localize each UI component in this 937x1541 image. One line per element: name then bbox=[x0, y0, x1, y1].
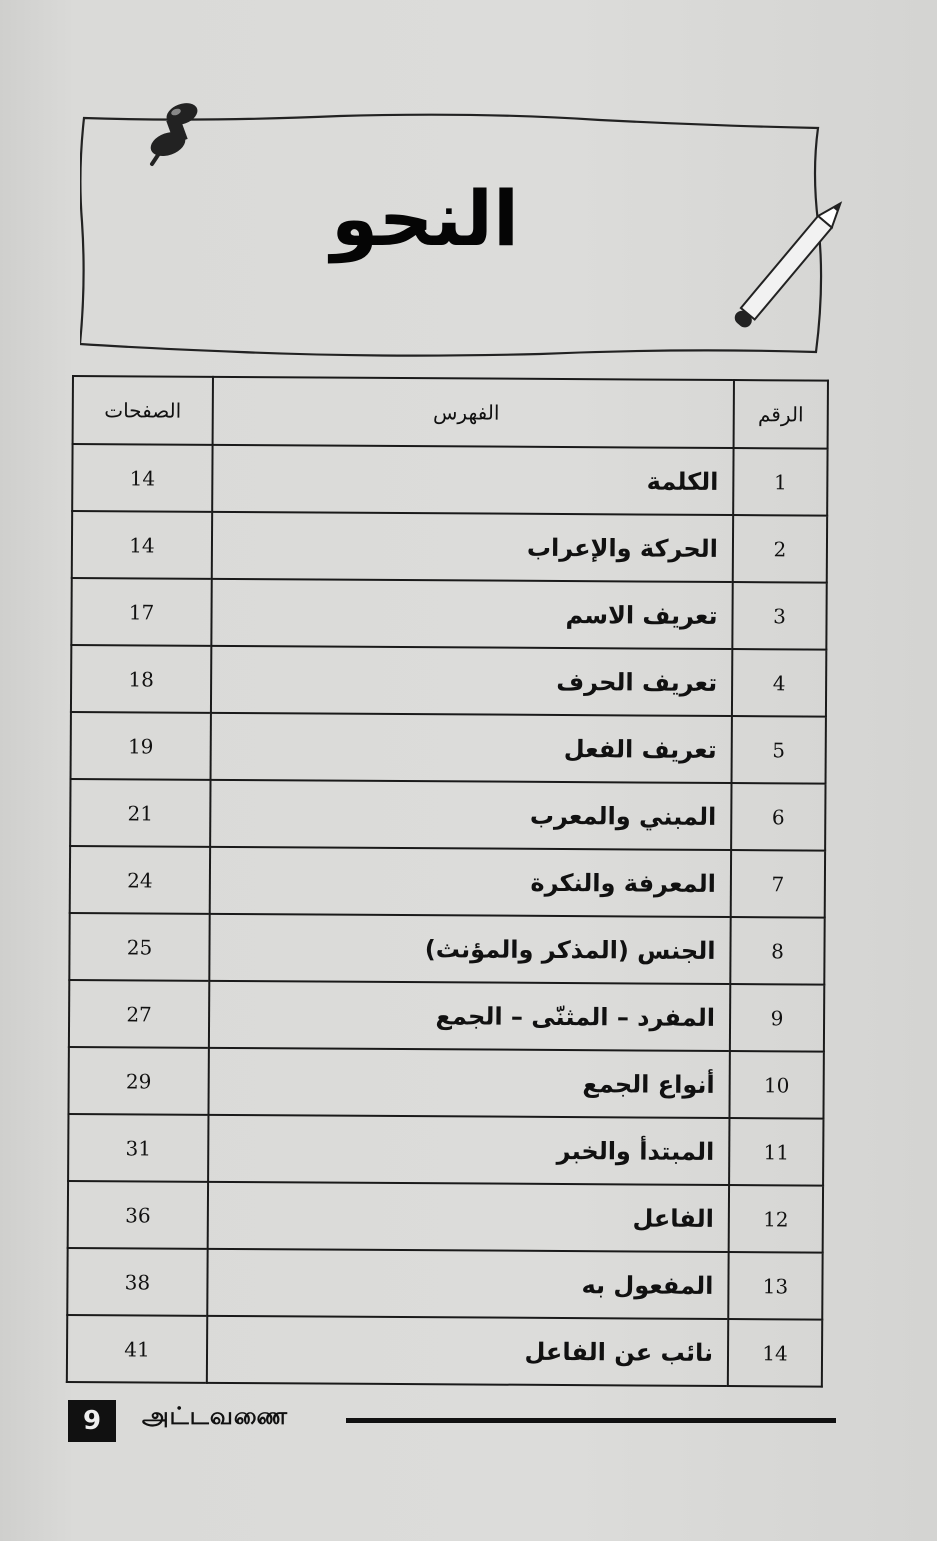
row-number: 7 bbox=[731, 850, 825, 918]
table-row bbox=[67, 1248, 822, 1320]
table-row bbox=[68, 1047, 823, 1119]
table-row bbox=[69, 913, 824, 985]
pushpin-icon bbox=[146, 100, 206, 170]
page-number: 9 bbox=[68, 1400, 116, 1442]
table-row bbox=[71, 645, 826, 717]
header-number: الرقم bbox=[734, 380, 828, 449]
table-row bbox=[69, 980, 824, 1052]
title-banner bbox=[80, 112, 820, 357]
row-title: المبني والمعرب bbox=[210, 780, 731, 850]
row-number: 8 bbox=[730, 917, 824, 985]
row-number: 12 bbox=[729, 1185, 823, 1253]
row-title: تعريف الفعل bbox=[211, 713, 732, 783]
row-title: الحركة والإعراب bbox=[212, 512, 733, 582]
row-number: 10 bbox=[729, 1051, 823, 1119]
row-title: تعريف الاسم bbox=[211, 579, 732, 649]
contents-table bbox=[66, 375, 829, 1388]
table-row bbox=[70, 779, 825, 851]
row-number: 3 bbox=[732, 582, 826, 650]
row-number: 13 bbox=[728, 1252, 822, 1320]
header-contents: الفهرس bbox=[213, 377, 734, 448]
table-row bbox=[72, 511, 827, 583]
page-title: النحو bbox=[330, 174, 520, 263]
row-title: نائب عن الفاعل bbox=[207, 1316, 728, 1386]
footer-label: அட்டவணை bbox=[142, 1402, 289, 1430]
row-number: 6 bbox=[731, 783, 825, 851]
row-page: 25 bbox=[69, 913, 209, 981]
row-title: المفرد – المثنّى – الجمع bbox=[209, 981, 730, 1051]
row-number: 11 bbox=[729, 1118, 823, 1186]
row-title: المعرفة والنكرة bbox=[210, 847, 731, 917]
row-page: 14 bbox=[72, 511, 212, 579]
row-number: 14 bbox=[728, 1319, 822, 1387]
table-row bbox=[71, 578, 826, 650]
row-page: 41 bbox=[67, 1315, 207, 1383]
row-page: 18 bbox=[71, 645, 211, 713]
table-row bbox=[68, 1181, 823, 1253]
row-page: 24 bbox=[70, 846, 210, 914]
row-title: الجنس (المذكر والمؤنث) bbox=[209, 914, 730, 984]
row-number: 5 bbox=[732, 716, 826, 784]
row-page: 29 bbox=[68, 1047, 208, 1115]
row-title: المبتدأ والخبر bbox=[208, 1115, 729, 1185]
row-page: 21 bbox=[70, 779, 210, 847]
row-title: أنواع الجمع bbox=[208, 1048, 729, 1118]
table-row bbox=[67, 1315, 822, 1387]
row-title: المفعول به bbox=[207, 1249, 728, 1319]
table-row bbox=[71, 712, 826, 784]
page-footer bbox=[68, 1398, 838, 1444]
table-row bbox=[72, 444, 827, 516]
row-number: 9 bbox=[730, 984, 824, 1052]
row-page: 19 bbox=[71, 712, 211, 780]
row-page: 27 bbox=[69, 980, 209, 1048]
row-number: 2 bbox=[733, 515, 827, 583]
row-title: تعريف الحرف bbox=[211, 646, 732, 716]
row-page: 31 bbox=[68, 1114, 208, 1182]
row-page: 17 bbox=[71, 578, 211, 646]
row-title: الكلمة bbox=[212, 445, 733, 515]
row-number: 4 bbox=[732, 649, 826, 717]
table-row bbox=[68, 1114, 823, 1186]
row-title: الفاعل bbox=[208, 1182, 729, 1252]
header-pages: الصفحات bbox=[73, 376, 213, 445]
footer-rule bbox=[346, 1418, 836, 1423]
row-page: 14 bbox=[72, 444, 212, 512]
row-page: 36 bbox=[68, 1181, 208, 1249]
table-header-row bbox=[73, 376, 828, 449]
row-number: 1 bbox=[733, 448, 827, 516]
row-page: 38 bbox=[67, 1248, 207, 1316]
table-row bbox=[70, 846, 825, 918]
